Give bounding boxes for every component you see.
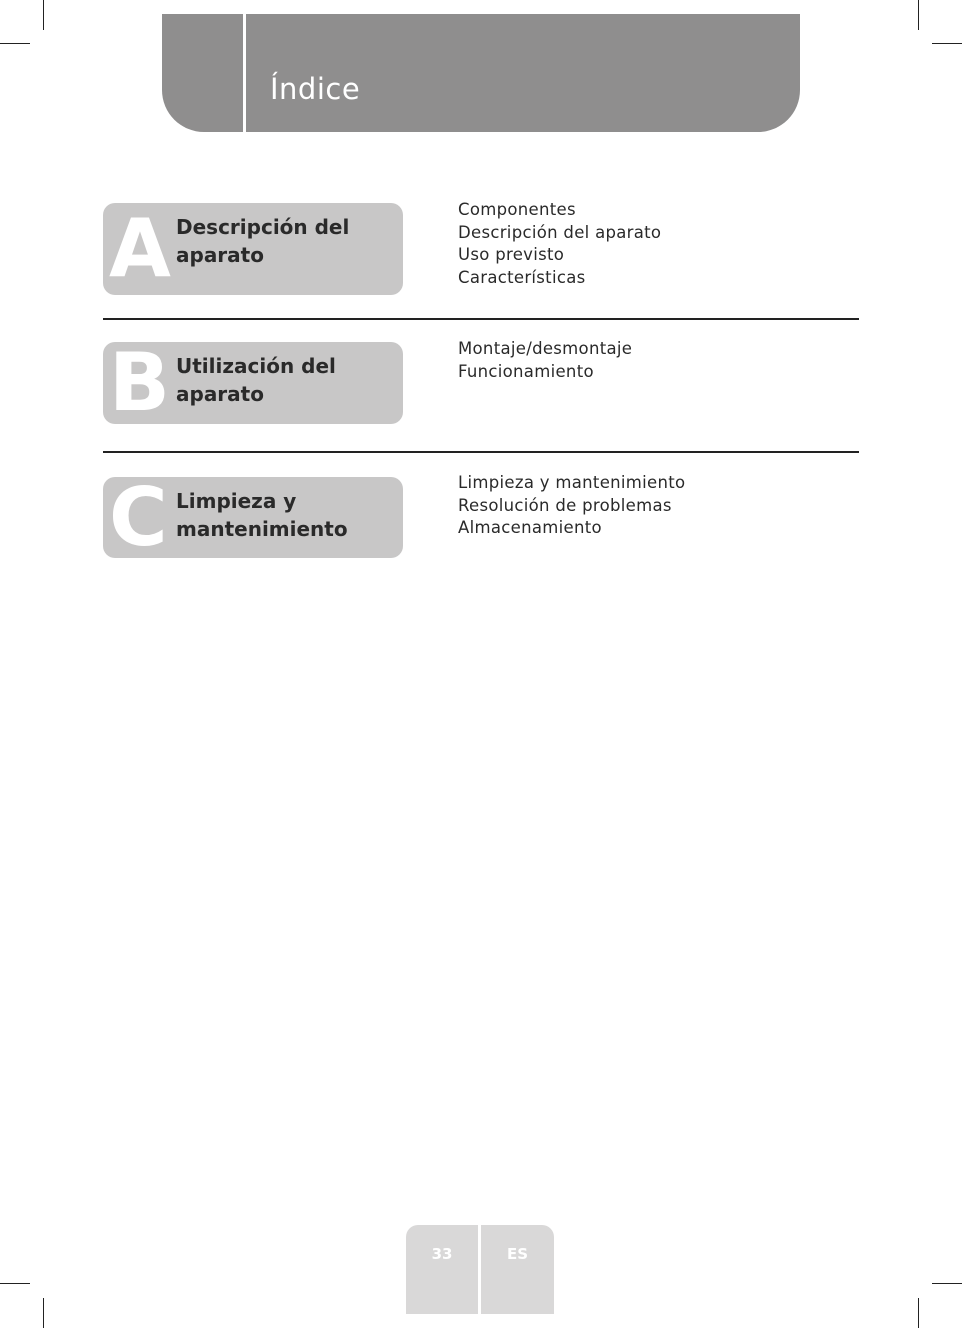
- section-b-title: [176, 352, 396, 408]
- toc-item: Montaje/desmontaje: [458, 339, 633, 358]
- page-title: Índice: [270, 72, 361, 106]
- section-b-title-line1: Utilización del: [176, 354, 336, 378]
- toc-item: Uso previsto: [458, 245, 565, 264]
- section-b-items: [458, 338, 632, 383]
- header-divider: [243, 14, 246, 132]
- section-c-title: [176, 487, 396, 543]
- header-tab: [162, 14, 800, 132]
- crop-mark: [918, 0, 919, 30]
- section-b-letter: B: [109, 336, 170, 429]
- section-c-letter: C: [109, 470, 168, 564]
- section-a-title: [176, 213, 396, 269]
- crop-mark: [0, 1283, 30, 1284]
- toc-item: Características: [458, 267, 586, 287]
- language-code: ES: [506, 1245, 529, 1263]
- toc-item: Componentes: [458, 200, 576, 219]
- section-a-badge: [103, 203, 403, 295]
- toc-item: Resolución de problemas: [458, 495, 672, 515]
- toc-item: Descripción del aparato: [458, 222, 662, 242]
- toc-item: Almacenamiento: [458, 518, 602, 537]
- section-a-title-line1: Descripción del: [176, 215, 350, 239]
- section-divider: [103, 451, 859, 453]
- crop-mark: [918, 1298, 919, 1328]
- section-b-title-line2: aparato: [176, 382, 264, 406]
- toc-item: Limpieza y mantenimiento: [458, 473, 686, 492]
- crop-mark: [0, 43, 30, 44]
- toc-item: Funcionamiento: [458, 361, 594, 381]
- section-c-items: [458, 472, 685, 540]
- crop-mark: [932, 43, 962, 44]
- section-a-letter: A: [109, 202, 171, 295]
- crop-mark: [932, 1283, 962, 1284]
- section-a-items: [458, 199, 661, 289]
- section-c-badge: [103, 470, 403, 564]
- crop-mark: [43, 0, 44, 30]
- page-number-box: [406, 1225, 478, 1314]
- page-number: 33: [431, 1245, 453, 1263]
- section-divider: [103, 318, 859, 320]
- section-a-title-line2: aparato: [176, 243, 264, 267]
- section-c-title-line2: mantenimiento: [176, 517, 348, 541]
- section-b-badge: [103, 336, 403, 429]
- crop-mark: [43, 1298, 44, 1328]
- language-box: [481, 1225, 554, 1314]
- section-c-title-line1: Limpieza y: [176, 489, 297, 513]
